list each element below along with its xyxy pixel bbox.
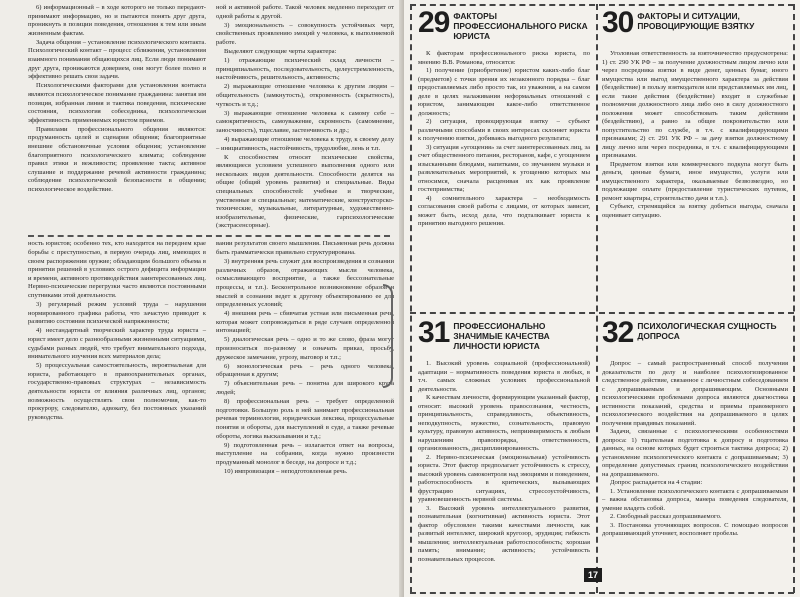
binding-clip: [383, 284, 393, 388]
paragraph: Субъект, стремящийся за взятку добиться выгоды, сначала оценивает ситуацию.: [602, 203, 788, 219]
paragraph: 4) выражающие отношение человека к труду, к своему делу – инициативность, настойчивость, трудолюбие, лень и т.п.: [216, 135, 394, 152]
section-number: 32: [602, 318, 634, 349]
paragraph: Психологическими факторами для установления контакта являются психологическое понимание гражданина: занятая им позиция, избранная линия и тактика поведения, психические состояния, психология собеседника, психологическая эффективность применяемых юристом приемов.: [28, 82, 206, 124]
paragraph: ность юристов; особенно тех, кто находится на переднем крае борьбы с преступностью, в первую очередь лиц, имеющих в своем распоряжении оружие; обладающим большого объема в принятии решений в условиях острого дефицита информации и времени, активного противодействия заинтересованных лиц. Нервно-психические перегрузки часто являются постоянными спутниками этой деятельности.: [28, 240, 206, 299]
left-top-columns: [28, 4, 394, 231]
paragraph: Предметом взятки или коммерческого подкупа могут быть деньги, ценные бумаги, иное имущество, услуги или имущественного характера, оказываемые безвозмездно, но подлежащие оплате (предоставление туристических путевок, ремонт квартиры, строительство дачи и т.п.).: [602, 160, 788, 202]
paragraph: 2. Свободный рассказ допрашиваемого.: [610, 513, 722, 520]
paragraph: К качествам личности, формирующим указанный фактор, относят: высокий уровень правосознания, честность, принципиальность, справедливость, объективность, неподкупность, мужество, сознательность, правовую культуру, правовую активность, неприимиримость к любым нарушениям правопорядка, ответственность, организованность, дисциплинированность.: [418, 394, 590, 452]
paragraph: Задача общения – установление психологического контакта. Психологический контакт – процесс сближения, установления взаимного понимания общающихся лиц. Если люди понимают друг друга, проникаются доверием, они могут более полно и эффективно решать свои задачи.: [28, 38, 206, 81]
section-header: [418, 318, 590, 360]
paragraph: 5) процессуальная самостоятельность, вероятнальная для юриста, работающего в правоохранительных органах, государственно-правовых структурах – независимость деятельности юриста от влияния различных лиц, органов; возможность осуществлять свои полномочия, как-то прокурору, следователю, адвокату, без постоянных указаний руководства.: [28, 362, 206, 421]
section-body: [418, 360, 590, 564]
section-body: [602, 360, 788, 539]
section-body: [602, 50, 788, 220]
paragraph: 7) объяснительная речь – понятна для широкого круга людей;: [216, 380, 394, 397]
paragraph: 4) сомнительного характера – необходимость согласования своей работы с лицами, от которых зависит, может быть, исход дела, что подталкивает юриста к принятию выгодного решения.: [418, 194, 590, 227]
paragraph: 4) нестандартный творческий характер труда юриста – юрист имеет дело с разнообразными жизненными ситуациями, судьбами разных людей, что требует внимательного подхода, внимательного изучения всех материалов дела;: [28, 327, 206, 361]
paragraph: 6) информационный – в ходе которого не только передают-принимают информацию, но и пытаются понять друг друга, проникнуть в позиции поведения, отношения к тем или иным жизненным фактам.: [28, 4, 206, 37]
left-bottom-col-1: [28, 240, 206, 477]
section-number: 29: [418, 8, 450, 39]
paragraph: 3) выражающие отношение человека к самому себе – самокритичность, самоуважение, скромность (самомнение, заносчивость), тщеславие, застенчивость и др.;: [216, 109, 394, 134]
paragraph: 1. Высокий уровень социальной (профессиональной) адаптации – нормативность поведения юриста в любых, в т.ч. самых сложных условиях профессиональной деятельности.: [418, 360, 590, 393]
paragraph: Выделяют следующие черты характера:: [224, 47, 337, 55]
section-border-bottom: [410, 592, 794, 594]
paragraph: 3. Постановка уточняющих вопросов. С помощью вопросов допрашивающий уточняет, восполняет пробелы.: [602, 521, 788, 537]
paragraph: 8) профессиональная речь – требует определенной подготовки. Большую роль в ней занимает профессиональная речевая терминология, юридическая лексика, процессуальные понятия и обороты, для выступлений в суде, а также речевые обороты, логика высказывания и т.д.;: [216, 398, 394, 440]
section-border-top: [410, 4, 794, 6]
paragraph: 3) эмоциональность – совокупность устойчивых черт, свойственных проявлению эмоций у человека, к выполняемой работе.: [216, 21, 394, 46]
section-header: [602, 318, 788, 360]
paragraph: 3) ситуация «угощения» за счет заинтересованных лиц, за счет общественного питания, ресторанов, кафе, с угощением изысканными блюдами, напитками, со звучанием музыки и развлекательных мероприятий, к угощению которых мы относимся, сначала расценивая их как проявление гостеприимства;: [418, 143, 590, 193]
paragraph: 6) монологическая речь – речь одного человека, обращенная к другим;: [216, 362, 394, 379]
section-header: [602, 8, 788, 50]
section-number: 31: [418, 318, 450, 349]
section-border-middle: [596, 4, 598, 593]
page-number: 17: [584, 568, 602, 582]
section-border-left: [410, 4, 412, 593]
paragraph: 1) отражающие психический склад личности – принципиальность, последовательность, целеустремленность, настойчивость, решительность, активность;: [216, 57, 394, 82]
paragraph: К факторам профессионального риска юриста, по мнению В.В. Романова, относятся:: [418, 50, 590, 66]
section-header: [418, 8, 590, 50]
section-title: ПСИХОЛОГИЧЕСКАЯ СУЩНОСТЬ ДОПРОСА: [637, 321, 777, 341]
section-number: 30: [602, 8, 634, 39]
section-body: [418, 50, 590, 229]
left-page-divider: [28, 235, 390, 237]
section-border-center: [410, 312, 794, 314]
paragraph: вании результатов своего мышления. Письменная речь должна быть грамматически правильно структурирована.: [216, 240, 394, 257]
right-page: [404, 0, 800, 597]
paragraph: Задачи, связанные с психологическими особенностями допроса: 1) тщательная подготовка к допросу и подготовка данных, на основе которых будет строиться тактика допроса; 2) установление психологического контакта с допрашиваемым; 3) определение допустимых границ психологического воздействия на допрашиваемого.: [602, 428, 788, 478]
section-title: ПРОФЕССИОНАЛЬНО ЗНАЧИМЫЕ КАЧЕСТВА ЛИЧНОСТИ ЮРИСТА: [453, 321, 550, 351]
left-bottom-columns: [28, 240, 394, 477]
left-top-col-2: [216, 4, 394, 231]
section-32: [602, 318, 788, 590]
paragraph: 3. Высокий уровень интеллектуального развития, познавательная (когнитивная) активность юриста. Этот фактор обусловлен такими качествами личности, как развитый интеллект, широкий кругозор, эрудиция; гибкость мышления; интеллектуальная работоспособность; хорошая память; внимание; активность; устойчивость познавательных процессов.: [418, 504, 590, 563]
paragraph: 9) подготовленная речь – излагается ответ на вопросы, выступление на собрании, когда нужно произнести продуманный монолог в беседе, на допросе и т.д.;: [216, 441, 394, 466]
paragraph: Допрос – самый распространенный способ получения доказательств по делу и наиболее психологизированное следственное действие, связанное с личностным собеседованием с допрашиваемым и допрашивающим. Основными психологическими проблемами допроса являются диагностика истинности показаний, средства и приемы правомерного психологического воздействия на допрашиваемого в целях получения правдивых показаний.: [602, 360, 788, 427]
section-30: [602, 8, 788, 308]
left-bottom-col-2: [216, 240, 394, 477]
paragraph: 1. Установление психологического контакта с допрашиваемым – важна обстановка допроса, манера поведения следователя, умение владеть собой.: [602, 487, 788, 512]
paragraph: 1) получение (приобретение) юристом каких-либо благ (предметов) с точки зрения их незаконного порядка – благ предоставляемых либо просто так, из уважения, а на самом деле в целях налаживания неформальных отношений с юристом, занимающим какое-либо ответственное должность;: [418, 67, 590, 117]
paragraph: 2. Нервно-психическая (эмоциональная) устойчивость юриста. Этот фактор предполагает устойчивость к стрессу, высокий уровень самоконтроля над эмоциями и поведением, работоспособность в критических, вызывающих фрустрацию ситуациях, стрессоустойчивость, уравновешенность нервной системы.: [418, 453, 590, 503]
section-border-right: [793, 4, 795, 593]
paragraph: 2) выражающие отношение человека к другим людям – общительность (замкнутость), откровенность (скрытность), чуткость и т.д.;: [216, 83, 394, 108]
paragraph: 3) регулярный режим условий труда – нарушения нормированного графика работы, что зачастую приводит к развитию состояния психической напряженности;: [28, 301, 206, 326]
section-29: [418, 8, 590, 308]
paragraph: 2) ситуация, провоцирующая взятку – субъект различными способами в своих интересах склоняет юриста к получению взятки, добиваясь выгодного результата;: [418, 118, 590, 142]
paragraph: 3) внутренняя речь служит для воспроизведения в сознании различных образов, отражающих мысли человека, осмысливающего восприятие, а также бессознательные процессы, и т.п.). Бесконтрольное возникновение образов и мыслей в сознании ведет к другому объектированию ее для определенных условий;: [216, 258, 394, 309]
paragraph: 10) импровизация – неподготовленная речь.: [224, 467, 348, 475]
paragraph: ной и активной работе. Такой человек медленно переходит от одной работы к другой.: [216, 4, 394, 20]
paragraph: 4) внешняя речь – сбивчатая устная или письменная речь, которая может сопровождаться в ряде случаев определенной интонацией;: [216, 310, 394, 335]
paragraph: 5) диалогическая речь – одно и то же слово, фраза могут произноситься по-разному и означать приказ, просьбу, дружеское замечание, угрозу, выговор и т.п.;: [216, 336, 394, 361]
section-31: [418, 318, 590, 570]
paragraph: Правилами профессионального общения являются: продуманность целей и сценария общения; благоприятные внешние обстановочные условия общения; установление благоприятного психологического климата; соблюдение правил этики и вежливости; проявление такта; активное слушание и поддержание речевой активности гражданина; соблюдение психологической безопасности в общении; психологическое воздействие.: [28, 125, 206, 193]
section-title: ФАКТОРЫ И СИТУАЦИИ, ПРОВОЦИРУЮЩИЕ ВЗЯТКУ: [637, 11, 755, 31]
section-title: ФАКТОРЫ ПРОФЕССИОНАЛЬНОГО РИСКА ЮРИСТА: [453, 11, 588, 41]
paragraph: К способностям относят психические свойства, являющиеся условием успешного выполнения одного или нескольких видов деятельности. Способности делятся на общие (общий уровень развития) и специальные. Виды специальных способностей: учебные и творческие, умственные и специальные; математические, конструкторско-технические, музыкальные, литературные, художественно-изобразительные, физические, гарпсихологические (экстрасенсорные).: [216, 153, 394, 230]
paragraph: Уголовная ответственность за взяточничество предусмотрена: 1) ст. 290 УК РФ – за получение должностным лицом лично или через посредника взятки в виде денег, ценных бумаг, иного имущества или выгод имущественного характера за действия (бездействие) в пользу взяткодателя или представляемых им лиц, если такие действия (бездействие) входят в служебные полномочия должностного лица либо оно в силу должностного положения может способствовать таким действиям (бездействию), а равно за общее покровительство или попустительство по службе, в т.ч. с квалифицирующими признаками; 2) ст. 291 УК РФ – за дачу взятки должностному лицу лично или через посредника, в т.ч. с квалифицирующими признаками.: [602, 50, 788, 159]
paragraph: Допрос распадается на 4 стадии:: [610, 479, 703, 486]
left-top-col-1: [28, 4, 206, 231]
